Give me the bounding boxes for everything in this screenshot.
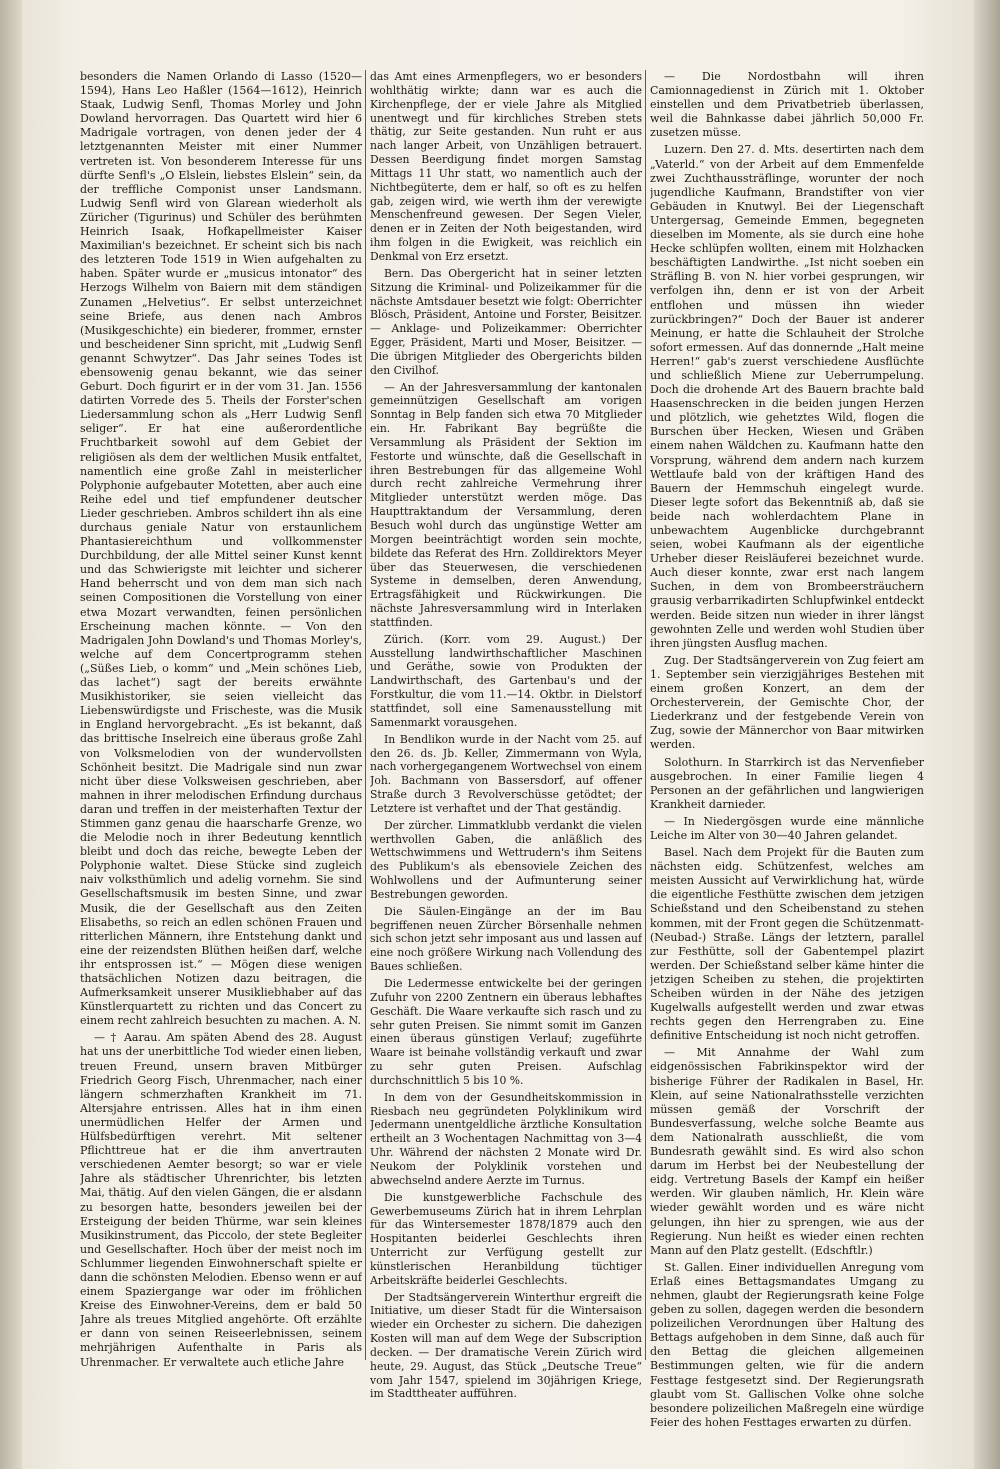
column-rule-1 xyxy=(365,70,366,1360)
paragraph: Zug. Der Stadtsängerverein von Zug feiert am 1. September sein vierzigjähriges Bestehen mit einem großen Konzert, an dem der Orchesterverein, der Gemischte Chor, der Liederkranz und der festgebende Verein von Zug, sowie der Männerchor von Baar mitwirken werden. xyxy=(650,653,924,752)
page-edge-left xyxy=(0,0,22,1469)
paragraph: Die Säulen-Eingänge an der im Bau begriffenen neuen Zürcher Börsenhalle nehmen sich schon jetzt sehr imposant aus und lassen auf eine noch größere Wirkung nach Vollendung des Baues schließen. xyxy=(370,904,642,974)
paragraph: Solothurn. In Starrkirch ist das Nervenfieber ausgebrochen. In einer Familie liegen 4 Personen an der gefährlichen und langwierigen Krankheit darnieder. xyxy=(650,755,924,811)
paragraph: besonders die Namen Orlando di Lasso (1520—1594), Hans Leo Haßler (1564—1612), Heinrich Staak, Ludwig Senfl, Thomas Morley und John Dowland hervorragen. Das Quartett wird hier 6 Madrigale vortragen, von denen jeder der 4 letztgenannten Meister mit einer Nummer vertreten ist. Von besonderem Interesse für uns dürfte Senfl's „O Elslein, liebstes Elslein“ sein, da der treffliche Componist unser Landsmann. Ludwig Senfl wird von Glarean wiederholt als Züricher (Tigurinus) und Schüler des berühmten Heinrich Isaak, Hofkapellmeister Kaiser Maximilian's bezeichnet. Er scheint sich bis nach des letzteren Tode 1519 in Wien aufgehalten zu haben. Später wurde er „musicus intonator“ des Herzogs Wilhelm von Baiern mit dem ständigen Zunamen „Helvetius“. Er selbst unterzeichnet seine Briefe, aus denen nach Ambros (Musikgeschichte) ein biederer, frommer, ernster und bescheidener Sinn spricht, mit „Ludwig Senfl genannt Schwytzer“. Das Jahr seines Todes ist ebensowenig genau bekannt, wie das seiner Geburt. Doch figurirt er in der vom 31. Jan. 1556 datirten Vorrede des 5. Theils der Forster'schen Liedersammlung schon als „Herr Ludwig Senfl seliger“. Er hat eine außerordentliche Fruchtbarkeit sowohl auf dem Gebiet der religiösen als dem der weltlichen Musik entfaltet, namentlich eine große Zahl in meisterlicher Polyphonie aufgebauter Motetten, aber auch eine Reihe edel und tief empfundener deutscher Lieder geschrieben. Ambros schildert ihn als eine durchaus geniale Natur von erstaunlichem Phantasiereichthum und vollkommenster Durchbildung, der alle Mittel seiner Kunst kennt und das Schwierigste mit leichter und sicherer Hand beherrscht und von dem man sich nach seinen Compositionen die Vorstellung von einer etwa Mozart verwandten, feinen persönlichen Erscheinung machen könnte. — Von den Madrigalen John Dowland's und Thomas Morley's, welche auf dem Concertprogramm stehen („Süßes Lieb, o komm“ und „Mein schönes Lieb, das lachet“) sagt der bereits erwähnte Musikhistoriker, sie seien vielleicht das Liebenswürdigste und Frischeste, was die Musik in England hervorgebracht. „Es ist bekannt, daß das brittische Inselreich eine überaus große Zahl von Volksmelodien von der wundervollsten Schönheit besitzt. Die Madrigale sind nun zwar nicht über diese Volksweisen geschrieben, aber mahnen in ihrer melodischen Erfindung durchaus daran und treffen in der meisterhaften Textur der Stimmen ganz genau die haarscharfe Grenze, wo die Melodie noch in ihrer Bedeutung kenntlich bleibt und doch das reiche, bewegte Leben der Polyphonie waltet. Diese Stücke sind zugleich naiv volksthümlich und adelig vornehm. Sie sind Gesellschaftsmusik im besten Sinne, und zwar Musik, die der Gesellschaft aus den Zeiten Elisabeths, so reich an edlen schönen Frauen und ritterlichen Männern, ihre Entstehung dankt und eine der reizendsten Blüthen heißen darf, welche ihr entsprossen ist.“ — Mögen diese wenigen thatsächlichen Notizen dazu beitragen, die Aufmerksamkeit unserer Musikliebhaber auf das Künstlerquartett zu richten und das Concert zu einem recht zahlreich besuchten zu machen. A. N. xyxy=(80,70,362,1028)
paragraph: — Die Nordostbahn will ihren Camionnagedienst in Zürich mit 1. Oktober einstellen und dem Privatbetrieb überlassen, weil die Bahnkasse dabei jährlich 50,000 Fr. zusetzen müsse. xyxy=(650,70,924,140)
text-column-3 xyxy=(650,70,924,1435)
paragraph: Der Stadtsängerverein Winterthur ergreift die Initiative, um dieser Stadt für die Wintersaison wieder ein Orchester zu sichern. Die dahezigen Kosten will man auf dem Wege der Subscription decken. — Der dramatische Verein Zürich wird heute, 29. August, das Stück „Deutsche Treue“ vom Jahr 1547, spielend im 30jährigen Kriege, im Stadttheater aufführen. xyxy=(370,1290,642,1401)
paragraph: Basel. Nach dem Projekt für die Bauten zum nächsten eidg. Schützenfest, welches am meisten Aussicht auf Verwirklichung hat, würde die eigentliche Festhütte zwischen dem jetzigen Schießstand und den Scheibenstand zu stehen kommen, mit der Front gegen die Schützenmatt- (Neubad-) Straße. Längs der letztern, parallel zur Festhütte, soll der Gabentempel plazirt werden. Der Schießstand selber käme hinter die jetzigen Scheiben zu stehen, die projektirten Scheiben würden in der Nähe des jetzigen Kugelwalls aufgestellt werden und zwar etwas rechts gegen den Herrengraben zu. Eine definitive Entscheidung ist noch nicht getroffen. xyxy=(650,846,924,1043)
paragraph: — An der Jahresversammlung der kantonalen gemeinnützigen Gesellschaft am vorigen Sonntag in Belp fanden sich etwa 70 Mitglieder ein. Hr. Fabrikant Bay begrüßte die Versammlung als Präsident der Sektion im Festorte und wünschte, daß die Gesellschaft in ihren Bestrebungen für das allgemeine Wohl durch recht zahlreiche Vermehrung ihrer Mitglieder unterstützt werden möge. Das Haupttraktandum der Versammlung, deren Besuch wohl durch das ungünstige Wetter am Morgen beeinträchtigt worden sein mochte, bildete das Referat des Hrn. Zolldirektors Meyer über das Steuerwesen, die verschiedenen Systeme in demselben, deren Anwendung, Ertragsfähigkeit und Rückwirkungen. Die nächste Jahresversammlung wird in Interlaken stattfinden. xyxy=(370,380,642,629)
page-edge-right xyxy=(974,0,1000,1469)
paragraph: Die kunstgewerbliche Fachschule des Gewerbemuseums Zürich hat in ihrem Lehrplan für das Wintersemester 1878/1879 auch den Hospitanten beiderlei Geschlechts ihren Unterricht zur Verfügung gestellt zur künstlerischen Heranbildung tüchtiger Arbeitskräfte beiderlei Geschlechts. xyxy=(370,1190,642,1287)
paragraph: Luzern. Den 27. d. Mts. desertirten nach dem „Vaterld.“ von der Arbeit auf dem Emmenfelde zwei Zuchthaussträflinge, worunter der noch jugendliche Kaufmann, Brandstifter von vier Gebäuden in Knutwyl. Bei der Liegenschaft Untergersag, Gemeinde Emmen, begegneten dieselben im Momente, als sie durch eine hohe Hecke schlüpfen wollten, einem mit Holzhacken beschäftigten Landwirthe. „Ist nicht soeben ein Sträfling B. von N. hier vorbei gesprungen, wir verfolgen ihn, denn er ist von der Arbeit entflohen und müssen ihn wieder zurückbringen?“ Doch der Bauer ist anderer Meinung, er hatte die Schlauheit der Strolche sofort ermessen. Auf das donnernde „Halt meine Herren!“ gab's zuerst verschiedene Ausflüchte und schließlich Miene zur Ueberrumpelung. Doch die drohende Art des Bauern brachte bald Haasenschrecken in die beiden jungen Herzen und plötzlich, wie gehetztes Wild, flogen die Burschen über Hecken, Wiesen und Gräben einem nahen Wäldchen zu. Kaufmann hatte den Vorsprung, während dem andern nach kurzem Wettlaufe bald von der kräftigen Hand des Bauern der Hemmschuh eingelegt wurde. Dieser legte sofort das Bekenntniß ab, daß sie beide nach wohlerdachtem Plane in unbewachtem Augenblicke durchgebrannt seien, wobei Kaufmann als der eigentliche Urheber dieser Reisläuferei bezeichnet wurde. Auch dieser konnte, zwar erst nach langem Suchen, in dem von Brombeersträuchern grausig verbarrikadirten Schlupfwinkel entdeckt werden. Beide sitzen nun wieder in ihrer längst gewohnten Zelle und werden wohl Studien über ihren jüngsten Ausflug machen. xyxy=(650,143,924,650)
paragraph: In dem von der Gesundheitskommission in Riesbach neu gegründeten Polyklinikum wird Jedermann unentgeldliche ärztliche Konsultation ertheilt an 3 Wochentagen Nachmittag von 3—4 Uhr. Während der nächsten 2 Monate wird Dr. Neukom der Polyklinik vorstehen und abwechselnd andere Aerzte im Turnus. xyxy=(370,1090,642,1187)
text-column-1 xyxy=(80,70,362,1435)
paragraph: St. Gallen. Einer individuellen Anregung vom Erlaß eines Bettagsmandates Umgang zu nehmen, glaubt der Regierungsrath keine Folge geben zu sollen, dagegen werden die besondern polizeilichen Verordnungen über Haltung des Bettags aufgehoben in dem Sinne, daß auch für den Bettag die gleichen allgemeinen Bestimmungen gelten, wie für die andern Festtage festgesetzt sind. Der Regierungsrath glaubt vom St. Gallischen Volke ohne solche besondere polizeilichen Maßregeln eine würdige Feier des hohen Festtages erwarten zu dürfen. xyxy=(650,1260,924,1429)
paragraph: — † Aarau. Am späten Abend des 28. August hat uns der unerbittliche Tod wieder einen lieben, treuen Freund, unsern braven Mitbürger Friedrich Georg Fisch, Uhrenmacher, nach einer längern schmerzhaften Krankheit im 71. Altersjahre entrissen. Alles hat in ihm einen unermüdlichen Helfer der Armen und Hülfsbedürftigen verehrt. Mit seltener Pflichttreue hat er die ihm anvertrauten verschiedenen Aemter besorgt; so war er viele Jahre als städtischer Uhrenrichter, bis letzten Mai, thätig. Auf den vielen Gängen, die er alsdann zu besorgen hatte, besonders jeweilen bei der Ersteigung der beiden Thürme, war sein kleines Musikinstrument, das Piccolo, der stete Begleiter und Gesellschafter. Hoch über der meist noch im Schlummer liegenden Einwohnerschaft spielte er dann die schönsten Melodien. Ebenso wenn er auf einem Spaziergange war oder im fröhlichen Kreise des Einwohner-Vereins, dem er bald 50 Jahre als treues Mitglied angehörte. Oft erzählte er dann von seinen Reiseerlebnissen, seinem mehrjährigen Aufenthalte in Paris als Uhrenmacher. Er verwaltete auch etliche Jahre xyxy=(80,1031,362,1369)
paragraph: Bern. Das Obergericht hat in seiner letzten Sitzung die Kriminal- und Polizeikammer für die nächste Amtsdauer besetzt wie folgt: Oberrichter Blösch, Präsident, Antoine und Forster, Beisitzer. — Anklage- und Polizeikammer: Oberrichter Egger, Präsident, Marti und Moser, Beisitzer. — Die übrigen Mitglieder des Obergerichts bilden den Civilhof. xyxy=(370,266,642,377)
paragraph: Die Ledermesse entwickelte bei der geringen Zufuhr von 2200 Zentnern ein überaus lebhaftes Geschäft. Die Waare verkaufte sich rasch und zu sehr guten Preisen. Sie nimmt somit im Ganzen einen überaus günstigen Verlauf; zugeführte Waare ist beinahe vollständig verkauft und zwar zu sehr guten Preisen. Aufschlag durchschnittlich 5 bis 10 %. xyxy=(370,977,642,1087)
column-rule-2 xyxy=(645,70,646,1360)
paragraph: das Amt eines Armenpflegers, wo er besonders wohlthätig wirkte; dann war es auch die Kirchenpflege, der er viele Jahre als Mitglied unentwegt und für kirchliches Streben stets thätig, zur Seite gestanden. Nun ruht er aus nach langer Arbeit, von Unzähligen betrauert. Dessen Beerdigung findet morgen Samstag Mittags 11 Uhr statt, wo namentlich auch der Nichtbegüterte, dem er half, so oft es zu helfen gab, zeigen wird, wie werth ihm der verewigte Menschenfreund gewesen. Der Segen Vieler, denen er in Zeiten der Noth beigestanden, wird ihm folgen in die Ewigkeit, was reichlich ein Denkmal von Erz ersetzt. xyxy=(370,70,642,263)
paragraph: — Mit Annahme der Wahl zum eidgenössischen Fabrikinspektor wird der bisherige Führer der Radikalen in Basel, Hr. Klein, auf seine Nationalrathsstelle verzichten müssen gemäß der Vorschrift der Bundesverfassung, welche solche Beamte aus dem Nationalrath ausschließt, die vom Bundesrath gewählt sind. Es wird also schon darum im Herbst bei der Neubestellung der eidg. Vertretung Basels der Kampf ein heißer werden. Wir glauben nämlich, Hr. Klein wäre wieder gewählt worden und es wäre nicht gelungen, ihn hier zu sprengen, wie aus der Regierung. Nun heißt es wieder einen rechten Mann auf den Platz gestellt. (Edschftlr.) xyxy=(650,1046,924,1257)
text-column-2 xyxy=(370,70,642,1435)
paragraph: Zürich. (Korr. vom 29. August.) Der Ausstellung landwirthschaftlicher Maschinen und Geräthe, sowie von Produkten der Landwirthschaft, des Gartenbau's und der Forstkultur, die vom 11.—14. Oktbr. in Dielstorf stattfindet, soll eine Samenausstellung mit Samenmarkt vorausgehen. xyxy=(370,632,642,729)
paragraph: Der zürcher. Limmatklubb verdankt die vielen werthvollen Gaben, die anläßlich des Wettschwimmens und Wettrudern's ihm Seitens des Publikum's als ebensoviele Zeichen des Wohlwollens und der Aufmunterung seiner Bestrebungen geworden. xyxy=(370,818,642,901)
paragraph: — In Niedergösgen wurde eine männliche Leiche im Alter von 30—40 Jahren gelandet. xyxy=(650,814,924,842)
paragraph: In Bendlikon wurde in der Nacht vom 25. auf den 26. ds. Jb. Keller, Zimmermann von Wyla, nach vorhergegangenem Wortwechsel von einem Joh. Bachmann von Bassersdorf, auf offener Straße durch 3 Revolverschüsse getödtet; der Letztere ist verhaftet und der That geständig. xyxy=(370,732,642,815)
